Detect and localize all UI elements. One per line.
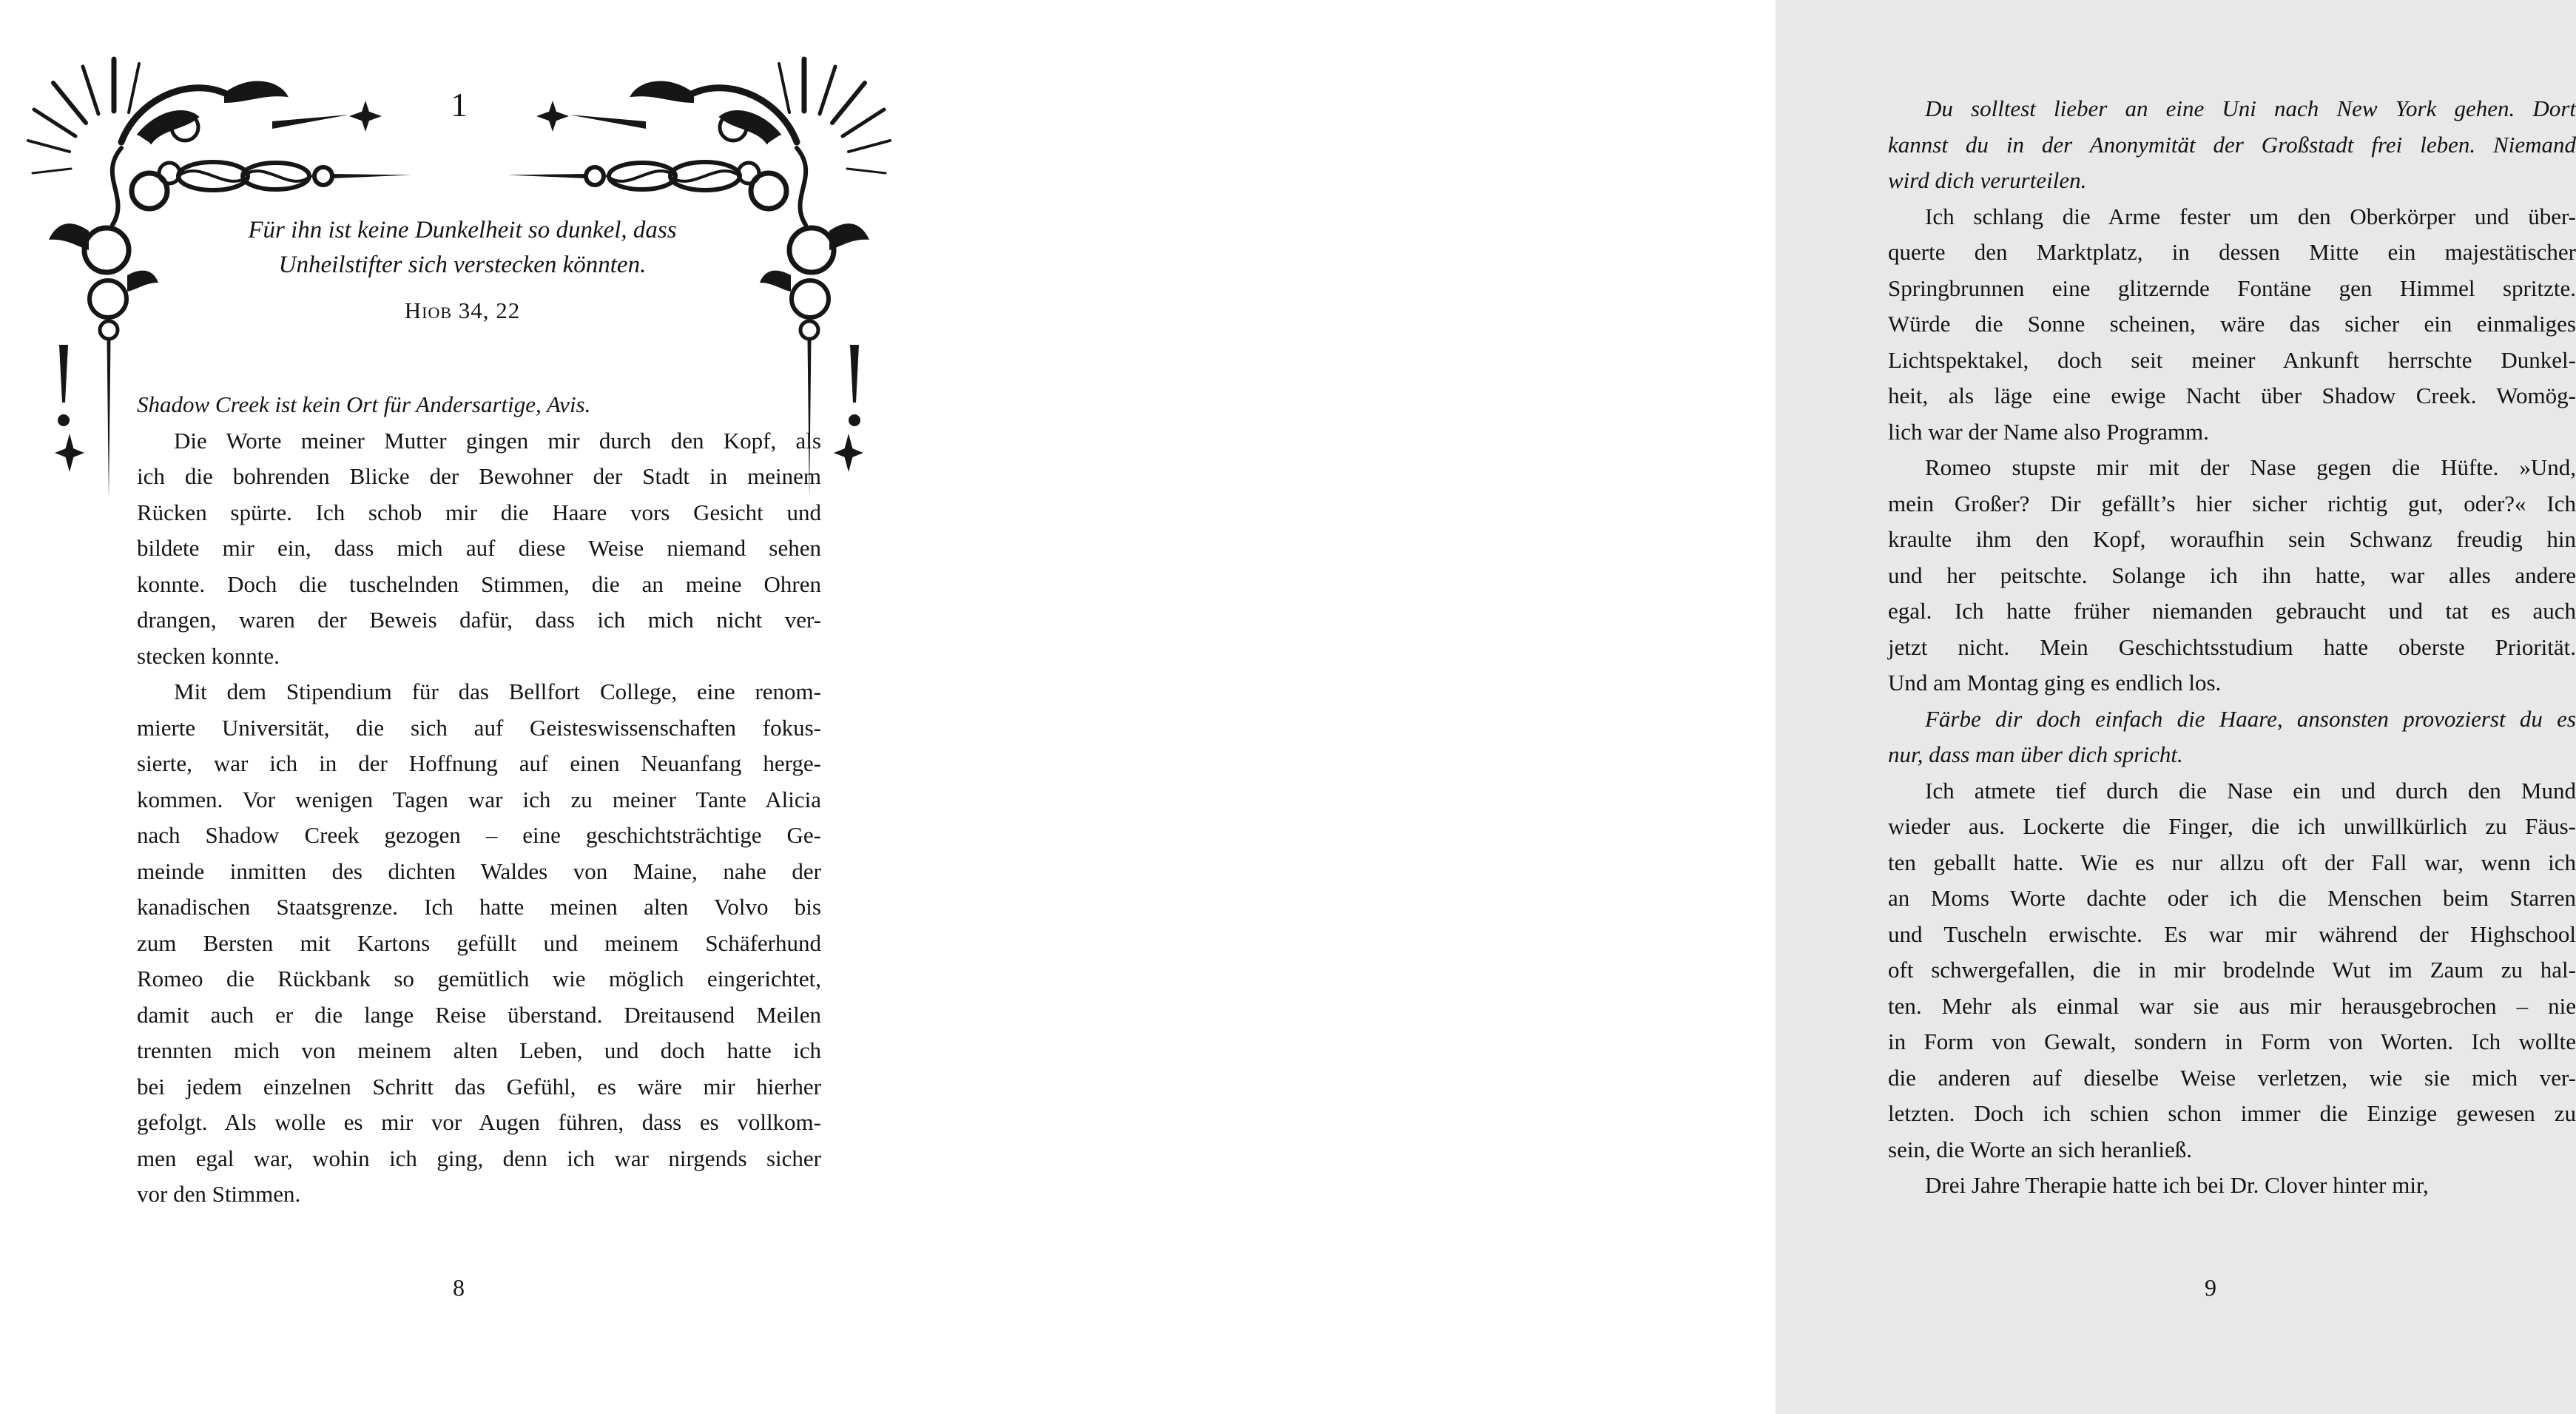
- text-line: gefolgt. Als wolle es mir vor Augen führen, dass es vollkom-: [137, 1109, 821, 1135]
- epigraph-line: Unheilstifter sich verstecken könnten.: [278, 252, 647, 278]
- text-line: kommen. Vor wenigen Tagen war ich zu meiner Tante Alicia: [137, 786, 821, 812]
- text-line: men egal war, wohin ich ging, denn ich war nirgends sicher: [137, 1145, 821, 1171]
- text-line: nur, dass man über dich spricht.: [1888, 741, 2183, 767]
- page-number-right: 9: [2205, 1274, 2216, 1301]
- text-line: Lichtspektakel, doch seit meiner Ankunft herrschte Dunkel-: [1888, 346, 2576, 373]
- text-line: lich war der Name also Programm.: [1888, 418, 2209, 445]
- text-line: ten geballt hatte. Wie es nur allzu oft der Fall war, wenn ich: [1888, 849, 2576, 875]
- text-line: Shadow Creek ist kein Ort für Andersartige, Avis.: [137, 391, 591, 417]
- right-page-body: [1888, 91, 2576, 1204]
- text-line: wird dich verurteilen.: [1888, 167, 2087, 193]
- text-line: Drei Jahre Therapie hatte ich bei Dr. Clover hinter mir,: [1925, 1172, 2429, 1198]
- text-line: zum Bersten mit Kartons gefüllt und meinem Schäferhund: [137, 929, 821, 956]
- text-line: egal. Ich hatte früher niemanden gebraucht und tat es auch: [1888, 598, 2576, 624]
- text-line: und her peitschte. Solange ich ihn hatte, war alles andere: [1888, 562, 2576, 588]
- text-line: querte den Marktplatz, in dessen Mitte ein majestätischer: [1888, 239, 2576, 265]
- epigraph-line: Für ihn ist keine Dunkelheit so dunkel, dass: [248, 217, 677, 243]
- page-left: [0, 0, 888, 1414]
- text-line: wieder aus. Lockerte die Finger, die ich unwillkürlich zu Fäus-: [1888, 813, 2576, 839]
- text-line: und Tuscheln erwischte. Es war mir während der Highschool: [1888, 920, 2576, 947]
- text-line: oft schwergefallen, die in mir brodelnde Wut im Zaum zu hal-: [1888, 957, 2576, 983]
- text-line: trennten mich von meinem alten Leben, und doch hatte ich: [137, 1037, 821, 1063]
- chapter-number: 1: [451, 86, 468, 124]
- text-line: kannst du in der Anonymität der Großstadt frei leben. Niemand: [1888, 131, 2576, 158]
- text-line: jetzt nicht. Mein Geschichtsstudium hatte oberste Priorität.: [1888, 633, 2576, 660]
- text-line: heit, als läge eine ewige Nacht über Shadow Creek. Womög-: [1888, 383, 2576, 408]
- text-line: vor den Stimmen.: [137, 1181, 301, 1207]
- text-line: meinde inmitten des dichten Waldes von Maine, nahe der: [137, 858, 821, 884]
- text-line: an Moms Worte dachte oder ich die Menschen beim Starren: [1888, 885, 2576, 911]
- text-line: die anderen auf dieselbe Weise verletzen, wie sie mich ver-: [1888, 1064, 2576, 1091]
- text-line: sierte, war ich in der Hoffnung auf einen Neuanfang herge-: [137, 750, 821, 776]
- page-right: [888, 0, 2576, 1414]
- text-line: Mit dem Stipendium für das Bellfort College, eine renom-: [174, 679, 821, 704]
- text-line: letzten. Doch ich schien schon immer die Einzige gewesen zu: [1888, 1100, 2576, 1126]
- text-line: Rücken spürte. Ich schob mir die Haare vors Gesicht und: [137, 499, 821, 525]
- text-line: ich die bohrenden Blicke der Bewohner der Stadt in meinem: [137, 463, 821, 489]
- text-line: ten. Mehr als einmal war sie aus mir herausgebrochen – nie: [1888, 992, 2576, 1019]
- epigraph-source: Hiob 34, 22: [404, 297, 521, 323]
- text-line: nach Shadow Creek gezogen – eine geschichtsträchtige Ge-: [137, 822, 821, 848]
- text-line: mein Großer? Dir gefällt’s hier sicher richtig gut, oder?« Ich: [1888, 490, 2576, 516]
- text-line: Du solltest lieber an eine Uni nach New York gehen. Dort: [1925, 95, 2576, 121]
- text-line: bildete mir ein, dass mich auf diese Weise niemand sehen: [137, 535, 821, 561]
- text-line: sein, die Worte an sich heranließ.: [1888, 1136, 2192, 1162]
- text-line: Die Worte meiner Mutter gingen mir durch den Kopf, als: [174, 427, 821, 454]
- text-line: kraulte ihm den Kopf, woraufhin sein Schwanz freudig hin: [1888, 526, 2576, 552]
- text-line: Romeo die Rückbank so gemütlich wie möglich eingerichtet,: [137, 966, 821, 992]
- text-line: Und am Montag ging es endlich los.: [1888, 670, 2222, 696]
- text-line: Ich schlang die Arme fester um den Oberkörper und über-: [1925, 203, 2576, 229]
- text-line: Ich atmete tief durch die Nase ein und durch den Mund: [1925, 777, 2576, 804]
- text-line: bei jedem einzelnen Schritt das Gefühl, es wäre mir hierher: [137, 1073, 821, 1100]
- text-line: mierte Universität, die sich auf Geisteswissenschaften fokus-: [137, 714, 821, 741]
- text-line: Färbe dir doch einfach die Haare, ansonsten provozierst du es: [1925, 705, 2576, 732]
- text-line: Romeo stupste mir mit der Nase gegen die Hüfte. »Und,: [1925, 454, 2576, 480]
- text-line: konnte. Doch die tuschelnden Stimmen, die an meine Ohren: [137, 570, 821, 597]
- text-line: drangen, waren der Beweis dafür, dass ich mich nicht ver-: [137, 607, 821, 633]
- text-line: in Form von Gewalt, sondern in Form von Worten. Ich wollte: [1888, 1028, 2576, 1054]
- left-page-body: [137, 387, 821, 1213]
- text-line: damit auch er die lange Reise überstand. Dreitausend Meilen: [137, 1001, 821, 1028]
- text-line: Springbrunnen eine glitzernde Fontäne gen Himmel spritzte.: [1888, 275, 2576, 301]
- text-line: stecken konnte.: [137, 642, 280, 669]
- epigraph: [137, 213, 788, 328]
- text-line: kanadischen Staatsgrenze. Ich hatte meinen alten Volvo bis: [137, 894, 821, 920]
- page-number-left: 8: [453, 1274, 465, 1301]
- text-line: Würde die Sonne scheinen, wäre das sicher ein einmaliges: [1888, 311, 2576, 337]
